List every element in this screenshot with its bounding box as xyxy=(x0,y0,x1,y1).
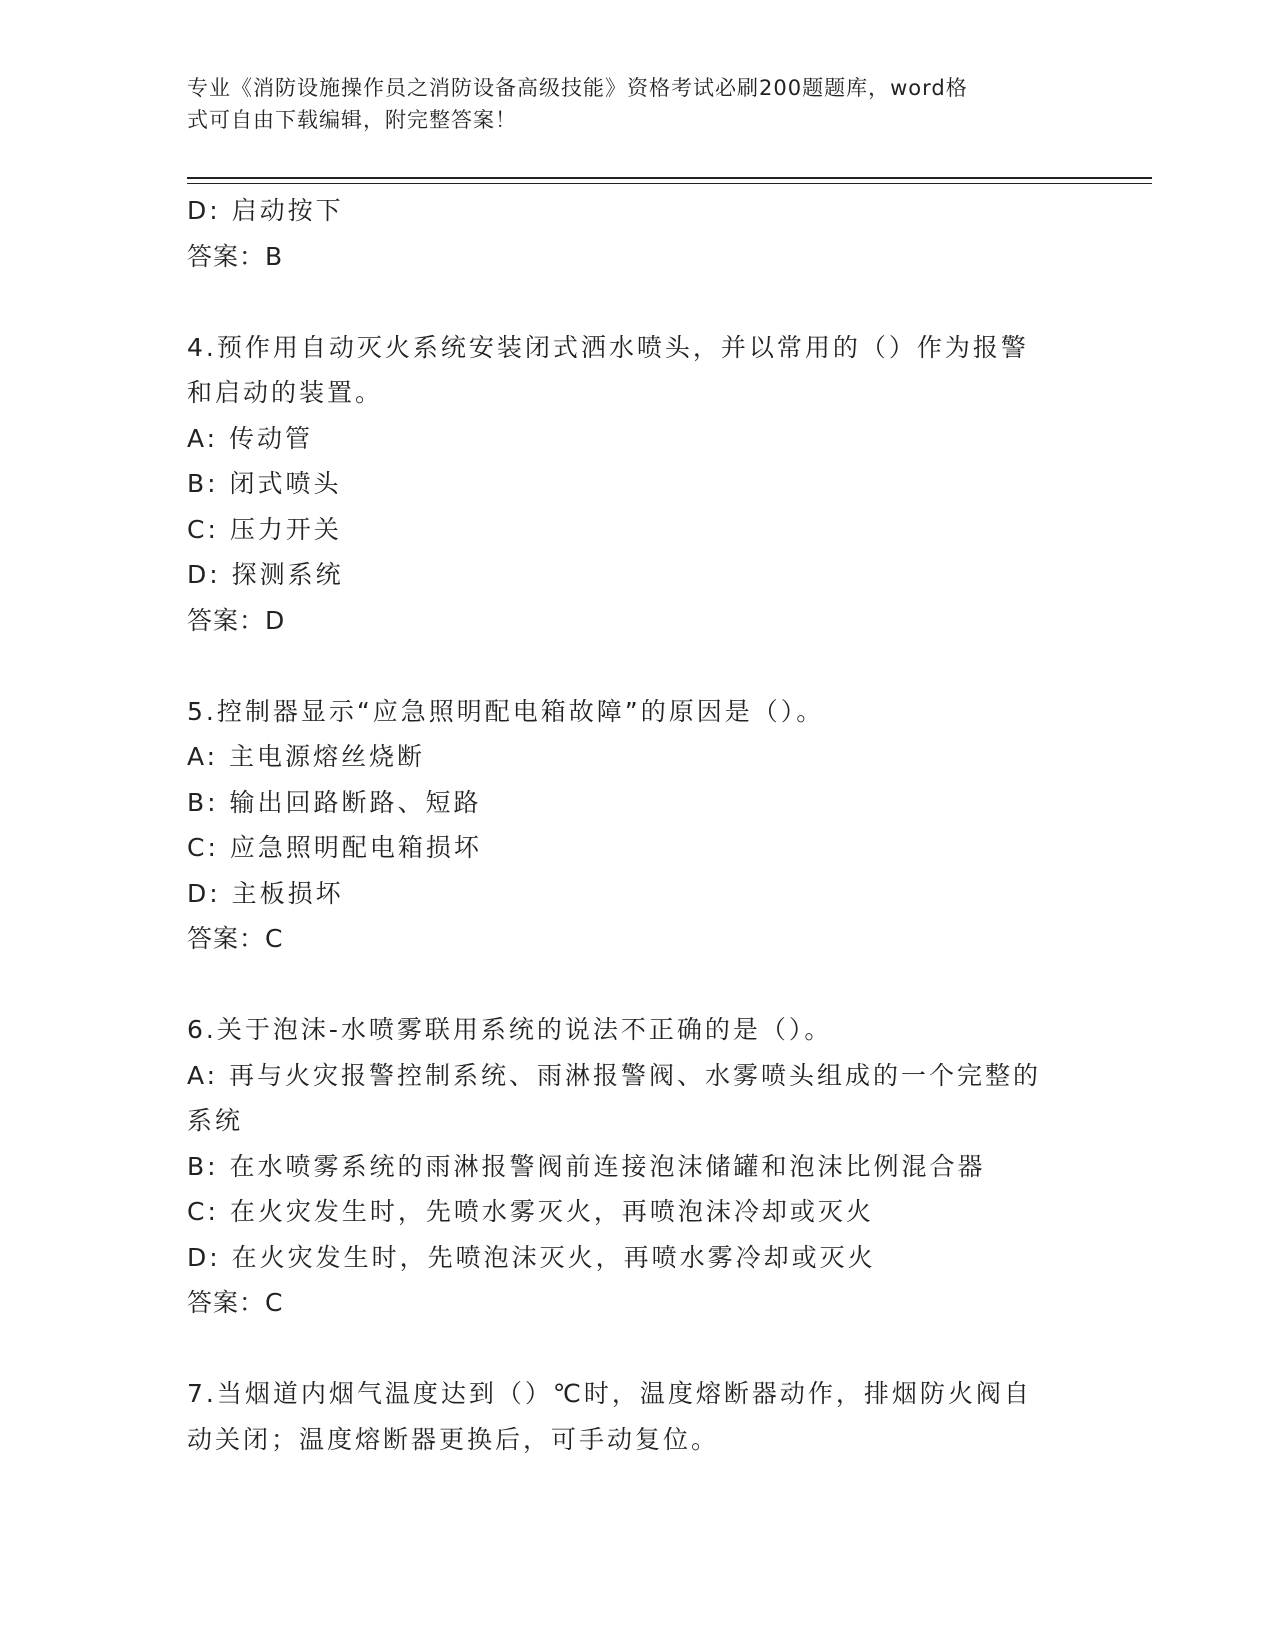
option-d: D: 探测系统 xyxy=(187,560,344,589)
document-header xyxy=(187,72,1067,136)
option-a: A: 再与火灾报警控制系统、雨淋报警阀、水雾喷头组成的一个完整的 xyxy=(187,1060,1042,1090)
option-c: C: 压力开关 xyxy=(187,514,342,544)
header-rule-thick xyxy=(187,177,1152,179)
question-stem: 6.关于泡沫-水喷雾联用系统的说法不正确的是（）。 xyxy=(187,1015,833,1044)
header-line-2: 式可自由下载编辑，附完整答案！ xyxy=(187,108,517,132)
answer: 答案：C xyxy=(187,1288,284,1317)
question-4 xyxy=(187,325,1087,644)
option-a: A: 传动管 xyxy=(187,423,314,453)
question-stem: 4.预作用自动灭火系统安装闭式洒水喷头，并以常用的（）作为报警 xyxy=(187,332,1029,362)
question-5 xyxy=(187,689,1087,962)
option-c: C: 应急照明配电箱损坏 xyxy=(187,833,482,862)
question-6 xyxy=(187,1007,1087,1326)
header-rule-thin xyxy=(187,183,1152,184)
option-d: D: 在火灾发生时，先喷泡沫灭火，再喷水雾冷却或灭火 xyxy=(187,1242,876,1272)
option-b: B: 在水喷雾系统的雨淋报警阀前连接泡沫储罐和泡沫比例混合器 xyxy=(187,1151,986,1181)
question-list xyxy=(187,188,1087,1462)
answer: 答案：B xyxy=(187,241,284,271)
option-c: C: 在火灾发生时，先喷水雾灭火，再喷泡沫冷却或灭火 xyxy=(187,1197,874,1226)
option-d: D: 主板损坏 xyxy=(187,878,344,908)
option-a-continued: 系统 xyxy=(187,1106,244,1135)
option-a: A: 主电源熔丝烧断 xyxy=(187,742,426,771)
option-b: B: 闭式喷头 xyxy=(187,469,342,498)
question-stem: 和启动的装置。 xyxy=(187,378,384,407)
question-stem: 动关闭；温度熔断器更换后，可手动复位。 xyxy=(187,1424,720,1454)
question-7 xyxy=(187,1371,1087,1462)
answer: 答案：D xyxy=(187,605,286,635)
header-line-1: 专业《消防设施操作员之消防设备高级技能》资格考试必刷200题题库，word格 xyxy=(187,76,968,100)
question-stem: 5.控制器显示“应急照明配电箱故障”的原因是（）。 xyxy=(187,696,825,726)
option-d: D: 启动按下 xyxy=(187,196,344,225)
option-b: B: 输出回路断路、短路 xyxy=(187,787,482,817)
question-stem: 7.当烟道内烟气温度达到（）℃时，温度熔断器动作，排烟防火阀自 xyxy=(187,1379,1032,1408)
answer: 答案：C xyxy=(187,924,284,953)
